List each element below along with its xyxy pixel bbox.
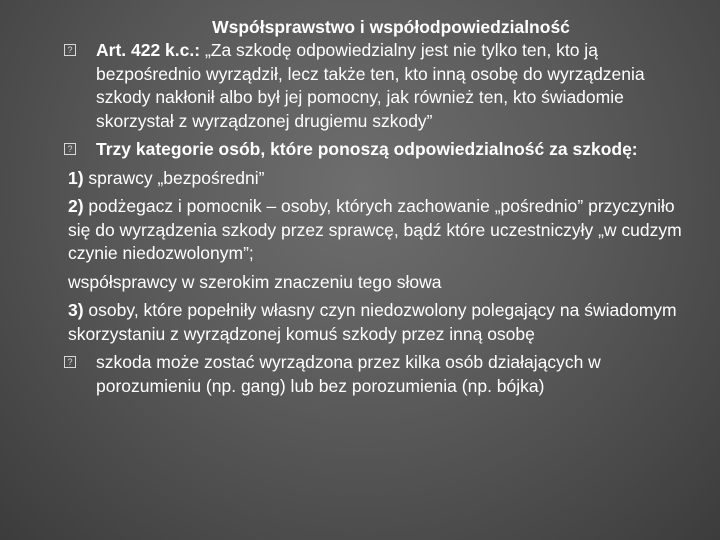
category-number: 3) (68, 300, 84, 320)
bullet-icon: ? (64, 44, 76, 56)
category-note-text: współsprawcy w szerokim znaczeniu tego słowa (68, 271, 442, 292)
bullet-icon: ? (64, 143, 76, 155)
category-number: 2) (68, 196, 84, 216)
damage-note: szkoda może zostać wyrządzona przez kilka osób działających w porozumieniu (np. gang) lub bez porozumienia (np. bójka) (96, 352, 601, 396)
article-quote: „Za szkodę odpowiedzialny jest nie tylko ten, kto ją bezpośrednio wyrządził, lecz także ten, kto inną osobę do wyrządzenia szkody nakłonił albo był jej pomocny, jak również ten, kto świadomie skorzystał z wyrządzonej drugiemu szkody” (96, 40, 645, 131)
list-item (68, 138, 694, 162)
article-reference: Art. 422 k.c.: (96, 40, 201, 60)
category-text: osoby, które popełniły własny czyn niedozwolony polegający na świadomym skorzystaniu z wyrządzonej komuś szkody przez inną osobę (68, 300, 677, 344)
category-3 (68, 299, 694, 346)
category-text: podżegacz i pomocnik – osoby, których zachowanie „pośrednio” przyczyniło się do wyrządzenia szkody przez sprawcę, bądź które uczestniczyły „w cudzym czynie niedozwolonym”; (68, 196, 682, 263)
slide-content (68, 16, 694, 398)
category-1 (68, 167, 694, 191)
category-2-note (68, 271, 694, 295)
slide-title: Współsprawstwo i współodpowiedzialność (212, 17, 570, 37)
category-text: sprawcy „bezpośredni” (83, 167, 265, 188)
category-2 (68, 195, 694, 266)
list-item (68, 351, 694, 398)
bullet-icon: ? (64, 356, 76, 368)
list-item (68, 39, 694, 133)
categories-heading: Trzy kategorie osób, które ponoszą odpowiedzialność za szkodę: (96, 139, 638, 159)
category-number: 1) (68, 167, 84, 188)
